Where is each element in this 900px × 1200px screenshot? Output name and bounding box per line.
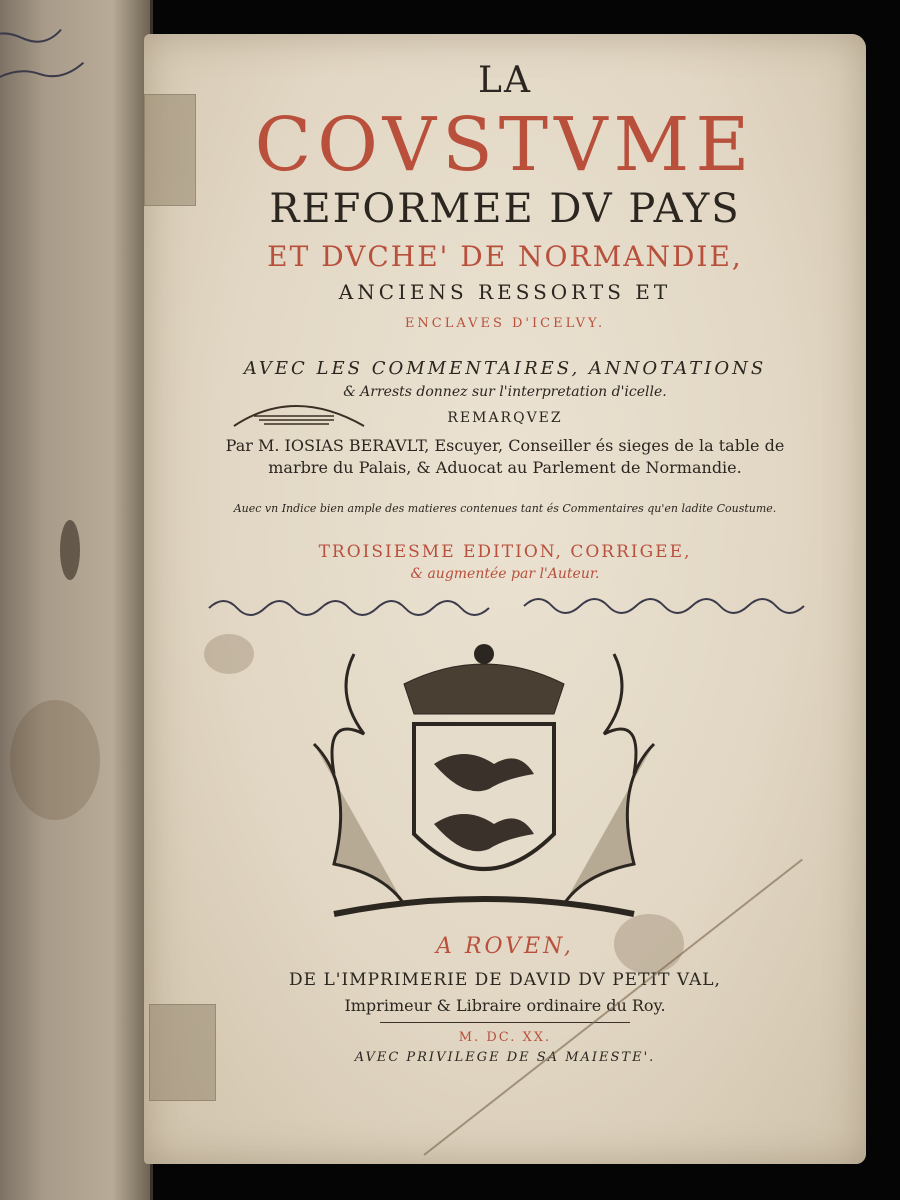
imprint-year: M. DC. XX.: [458, 1030, 552, 1045]
left-endpaper: [0, 0, 153, 1200]
title-arrests: & Arrests donnez sur l'interpretation d'icelle.: [343, 384, 667, 400]
title-indice: Auec vn Indice bien ample des matieres contenues tant és Commentaires qu'en ladite Coustume.: [233, 502, 777, 515]
title-normandie: ET DVCHE' DE NORMANDIE,: [267, 240, 743, 273]
title-la: LA: [478, 60, 532, 101]
title-page: [144, 34, 866, 1164]
title-commentaires: AVEC LES COMMENTAIRES, ANNOTATIONS: [243, 358, 767, 379]
imprint-role: Imprimeur & Libraire ordinaire du Roy.: [344, 996, 666, 1015]
title-reformee: REFORMEE DV PAYS: [269, 186, 741, 232]
title-coustume: COVSTVME: [254, 102, 756, 188]
imprint-printer: DE L'IMPRIMERIE DE DAVID DV PETIT VAL,: [289, 970, 721, 990]
title-anciens: ANCIENS RESSORTS ET: [338, 280, 672, 304]
left-page-handwriting: [0, 0, 112, 151]
handwritten-note: [204, 586, 824, 626]
title-remarquez: REMARQVEZ: [447, 410, 563, 426]
title-edition: TROISIESME EDITION, CORRIGEE,: [318, 542, 692, 562]
title-enclaves: ENCLAVES D'ICELVY.: [404, 316, 606, 331]
title-augmentee: & augmentée par l'Auteur.: [410, 566, 600, 582]
imprint-city: A ROVEN,: [436, 934, 574, 959]
imprint-privilege: AVEC PRIVILEGE DE SA MAIESTE'.: [354, 1050, 656, 1065]
title-author: Par M. IOSIAS BERAVLT, Escuyer, Conseiller és sieges de la table de: [225, 436, 785, 455]
crest-woodcut: [294, 624, 674, 944]
title-author-role: marbre du Palais, & Aduocat au Parlement de Normandie.: [268, 458, 742, 477]
